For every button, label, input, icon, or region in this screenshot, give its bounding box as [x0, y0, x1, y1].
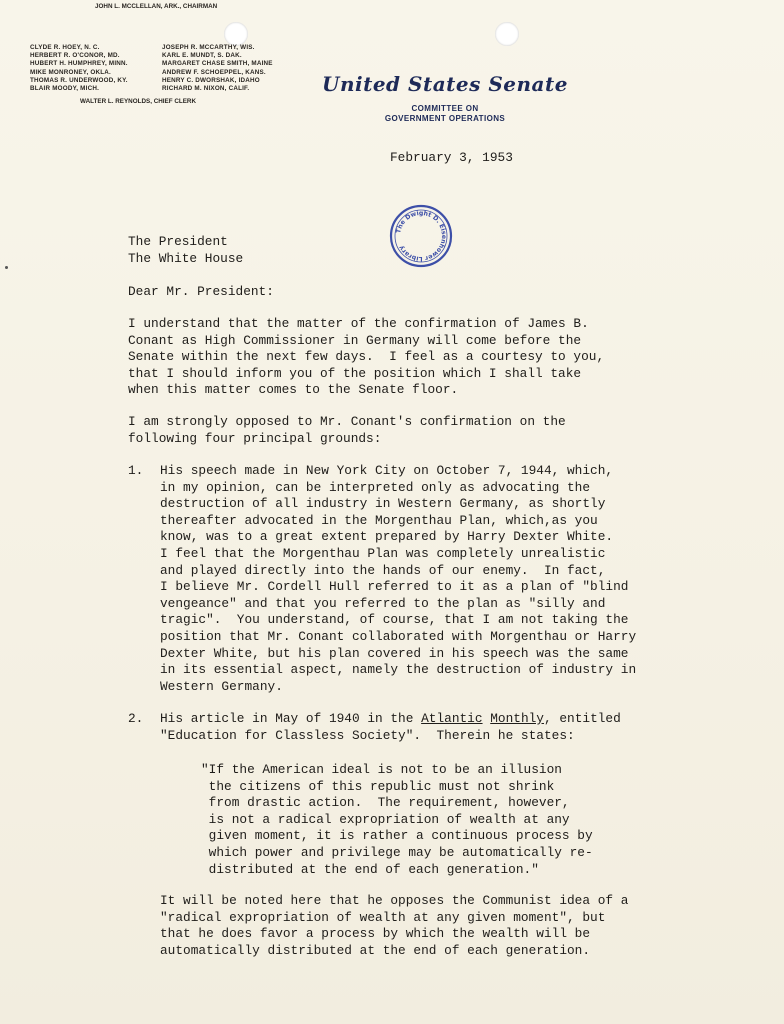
- committee-line-2: GOVERNMENT OPERATIONS: [384, 114, 506, 123]
- item-line: I believe Mr. Cordell Hull referred to it as a plan of "blind: [160, 579, 629, 595]
- item-line: "Education for Classless Society". Therein he states:: [160, 727, 575, 743]
- body-line: that I should inform you of the position which I shall take: [128, 365, 582, 381]
- member-name: HUBERT H. HUMPHREY, MINN.: [30, 60, 128, 68]
- member-name: KARL E. MUNDT, S. DAK.: [162, 52, 242, 60]
- body-line: I am strongly opposed to Mr. Conant's confirmation on the: [128, 414, 566, 429]
- letter-date: February 3, 1953: [390, 150, 513, 165]
- item-line: I feel that the Morgenthau Plan was completely unrealistic: [160, 546, 606, 561]
- body-line: Conant as High Commissioner in Germany will come before the: [128, 332, 582, 348]
- member-name: BLAIR MOODY, MICH.: [30, 84, 100, 92]
- item-text: , entitled: [544, 711, 621, 726]
- item-line: thereafter advocated in the Morgenthau Plan, which,as you: [160, 512, 598, 528]
- publication-title-atlantic: Atlantic: [421, 711, 483, 726]
- item-line: that he does favor a process by which the wealth will be: [160, 926, 591, 942]
- item-line: "radical expropriation of wealth at any given moment", but: [160, 909, 606, 925]
- item-line: and played directly into the hands of our enemy. In fact,: [160, 562, 606, 578]
- item-number: 1.: [128, 463, 144, 478]
- stamp-label: The Dwight D. Eisenhower Library: [395, 209, 448, 263]
- item-line: in its essential aspect, namely the destruction of industry in: [160, 662, 637, 678]
- recipient-address: The White House: [128, 250, 244, 266]
- item-line: know, was to a great extent prepared by Harry Dexter White.: [160, 529, 614, 545]
- senate-heading: United States Senate: [322, 72, 568, 96]
- item-line: in my opinion, can be interpreted only as advocating the: [160, 479, 591, 495]
- quote-line: the citizens of this republic must not shrink: [201, 778, 555, 794]
- body-line: Senate within the next few days. I feel as a courtesy to you,: [128, 349, 605, 365]
- quote-line: which power and privilege may be automatically re-: [201, 845, 593, 860]
- committee-chairman: JOHN L. MCCLELLAN, ARK., CHAIRMAN: [95, 3, 218, 10]
- library-stamp: [389, 204, 453, 268]
- item-line: It will be noted here that he opposes the Communist idea of a: [160, 893, 629, 908]
- item-line: position that Mr. Conant collaborated with Morgenthau or Harry: [160, 629, 637, 644]
- committee-members-right: [162, 44, 273, 93]
- body-line: when this matter comes to the Senate floor.: [128, 382, 459, 398]
- punch-hole: [495, 22, 519, 46]
- item-text: His article in May of 1940 in the: [160, 711, 422, 726]
- quote-line: "If the American ideal is not to be an illusion: [201, 762, 562, 777]
- member-name: ANDREW F. SCHOEPPEL, KANS.: [162, 68, 266, 76]
- item-line: destruction of all industry in Western Germany, as shortly: [160, 496, 606, 512]
- item-line: tragic". You understand, of course, that I am not taking the: [160, 612, 629, 628]
- quote-line: is not a radical expropriation of wealth at any: [201, 811, 570, 827]
- member-name: MIKE MONRONEY, OKLA.: [30, 68, 111, 76]
- body-line: I understand that the matter of the confirmation of James B.: [128, 316, 589, 331]
- quote-line: from drastic action. The requirement, however,: [201, 795, 570, 811]
- quote-line: given moment, it is rather a continuous process by: [201, 828, 593, 844]
- member-name: CLYDE R. HOEY, N. C.: [30, 44, 100, 51]
- item-number: 2.: [128, 711, 144, 726]
- committee-line-1: COMMITTEE ON: [411, 104, 479, 113]
- member-name: THOMAS R. UNDERWOOD, KY.: [30, 76, 128, 84]
- item-line: vengeance" and that you referred to the plan as "silly and: [160, 595, 606, 611]
- chief-clerk: WALTER L. REYNOLDS, CHIEF CLERK: [80, 98, 197, 105]
- quote-line: distributed at the end of each generation.": [201, 861, 539, 877]
- recipient-title: The President: [128, 234, 228, 249]
- member-name: JOSEPH R. MCCARTHY, WIS.: [162, 44, 255, 51]
- body-line: following four principal grounds:: [128, 430, 382, 446]
- punch-hole: [224, 22, 248, 46]
- member-name: HERBERT R. O'CONOR, MD.: [30, 52, 120, 60]
- item-line: Western Germany.: [160, 678, 283, 694]
- member-name: HENRY C. DWORSHAK, IDAHO: [162, 76, 260, 84]
- item-line: His speech made in New York City on October 7, 1944, which,: [160, 463, 614, 478]
- item-line: automatically distributed at the end of each generation.: [160, 942, 591, 958]
- item-line: Dexter White, but his plan covered in his speech was the same: [160, 645, 629, 661]
- member-name: RICHARD M. NIXON, CALIF.: [162, 84, 250, 92]
- member-name: MARGARET CHASE SMITH, MAINE: [162, 60, 273, 68]
- committee-name: [340, 104, 550, 124]
- item-line: [160, 711, 621, 728]
- salutation: Dear Mr. President:: [128, 284, 274, 299]
- publication-title-monthly: Monthly: [490, 711, 544, 726]
- paper-speck: [5, 266, 8, 269]
- committee-members-left: [30, 44, 128, 93]
